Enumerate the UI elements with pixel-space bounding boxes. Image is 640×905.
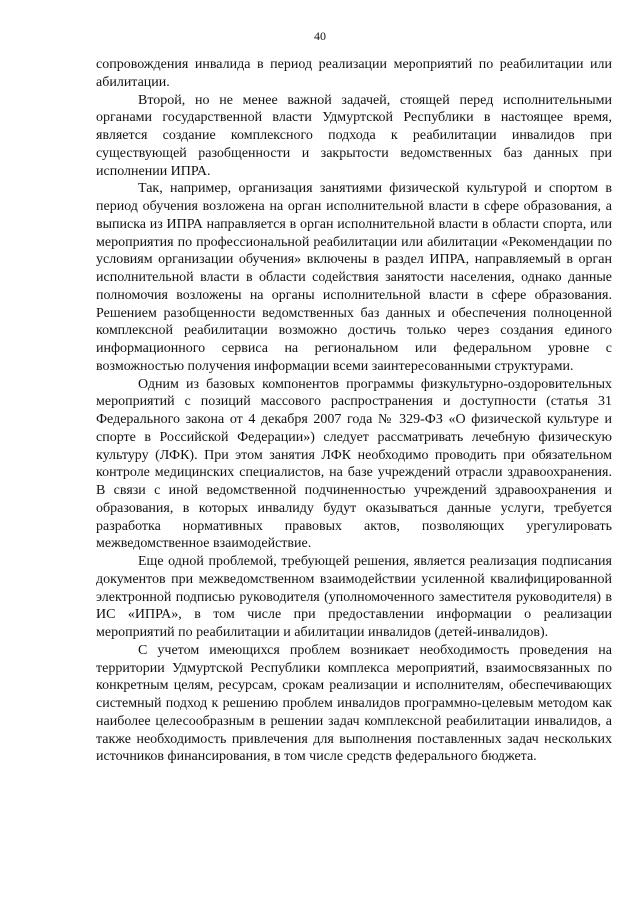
paragraph-signature-problem: Еще одной проблемой, требующей решения, является реализация подписания документов при межведомственном взаимодействии усиленной квалифицированной электронной подписью руководителя (уполномоченного заместителя руководителя) в ИС «ИПРА», в том числе при предоставлении информации о реализации мероприятий по реабилитации и абилитации инвалидов (детей-инвалидов). (96, 554, 612, 640)
document-body (96, 56, 612, 766)
paragraph-example-organization: Так, например, организация занятиями физической культурой и спортом в период обучения возложена на орган исполнительной власти в сфере образования, а выписка из ИПРА направляется в орган исполнительной власти в области спорта, или мероприятия по профессиональной реабилитации или абилитации «Рекомендации по условиям организации обучения» включены в раздел ИПРА, направляемый в орган исполнительной власти в области содействия занятости населения, однако данные полномочия возложены на органы исполнительной власти в сфере образования. Решением разобщенности ведомственных баз данных и обеспечения полноценной комплексной реабилитации возможно достичь только через создания единого информационного сервиса на региональном или федеральном уровне с возможностью получения информации всеми заинтересованными структурами. (96, 181, 612, 374)
page-number: 40 (314, 29, 326, 43)
paragraph-second-task: Второй, но не менее важной задачей, стоящей перед исполнительными органами государственной власти Удмуртской Республики в настоящее время, является создание комплексного подхода к реабилитации инвалидов при существующей разобщенности и закрытости ведомственных баз данных при исполнении ИПРА. (96, 92, 612, 179)
paragraph-continuation: сопровождения инвалида в период реализации мероприятий по реабилитации или абилитации. (96, 57, 612, 90)
paragraph-lfk-component: Одним из базовых компонентов программы физкультурно-оздоровительных мероприятий с позиций массового распространения и доступности (статья 31 Федерального закона от 4 декабря 2007 года № 329-ФЗ «О физической культуре и спорте в Российской Федерации») следует рассматривать лечебную физическую культуру (ЛФК). При этом занятия ЛФК необходимо проводить при обязательном контроле медицинских специалистов, на базе учреждений отрасли здравоохранения. В связи с иной ведомственной подчиненностью учреждений здравоохранения и образования, в которых инвалиду будут оказываться данные услуги, требуется разработка нормативных правовых актов, позволяющих урегулировать межведомственное взаимодействие. (96, 376, 612, 552)
paragraph-conclusion: С учетом имеющихся проблем возникает необходимость проведения на территории Удмуртской Республики комплекса мероприятий, взаимосвязанных по конкретным целям, ресурсам, срокам реализации и исполнителям, обеспечивающих системный подход к решению проблем инвалидов программно-целевым методом как наиболее целесообразным в решении задач комплексной реабилитации инвалидов, а также необходимость привлечения для выполнения поставленных задач нескольких источников финансирования, в том числе средств федерального бюджета. (96, 642, 612, 765)
